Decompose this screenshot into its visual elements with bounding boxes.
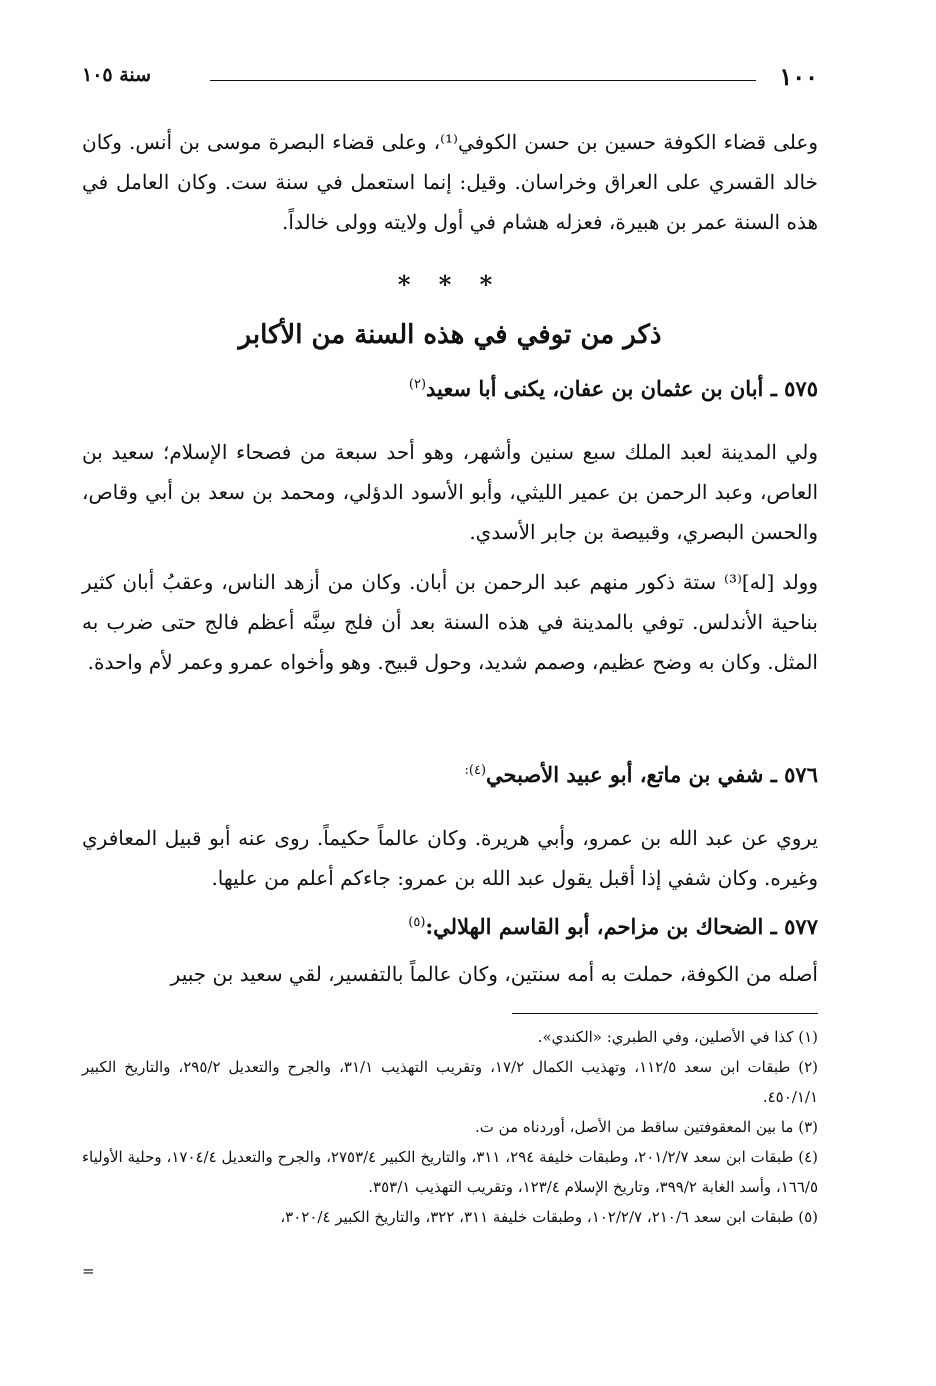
footnote: (٣) ما بين المعقوفتين ساقط من الأصل، أوردناه من ت. [475, 1118, 818, 1136]
page-number: ١٠٠ [779, 62, 818, 91]
entry-heading [82, 910, 818, 944]
entry-body [82, 818, 818, 898]
footnote-ref: (٤): [464, 763, 487, 778]
footnote: (٥) طبقات ابن سعد ٢١٠/٦، ١٠٢/٢/٧، وطبقات خليفة ٣١١، ٣٢٢، والتاريخ الكبير ٣٠٢٠/٤، [280, 1208, 818, 1226]
footnote-ref: (٥) [408, 915, 426, 930]
entry-heading [82, 758, 818, 792]
entry-paragraph: ولي المدينة لعبد الملك سبع سنين وأشهر، وهو أحد سبعة من فصحاء الإسلام؛ سعيد بن العاص، وعبد الرحمن بن عمير الليثي، وأبو الأسود الدؤلي، ومحمد بن سعد بن أبي وقاص، والحسن البصري، وقبيصة بن جابر الأسدي. [82, 440, 818, 544]
intro-paragraph: وعلى قضاء الكوفة حسين بن حسن الكوفي⁽¹⁾، وعلى قضاء البصرة موسى بن أنس. وكان خالد القسري على العراق وخراسان. وقيل: إنما استعمل في سنة ست. وكان العامل في هذه السنة عمر بن هبيرة، فعزله هشام في أول ولايته وولى خالداً. [82, 130, 818, 234]
footnote-separator [512, 1013, 818, 1014]
running-header [82, 62, 818, 94]
footnote: (٢) طبقات ابن سعد ١١٢/٥، وتهذيب الكمال ١٧/٢، وتقريب التهذيب ٣١/١، والجرح والتعديل ٢٩٥/٢، والتاريخ الكبير ٤٥٠/١/١. [82, 1058, 819, 1106]
entry-heading [82, 372, 818, 406]
entry-body [82, 954, 818, 994]
entry-paragraph: وولد [له]⁽³⁾ ستة ذكور منهم عبد الرحمن بن أبان. وكان من أزهد الناس، وعقبُ أبان كثير بناحية الأندلس. توفي بالمدينة في هذه السنة بعد أن فلج سِنَّه أعظم فالج حتى ضرب به المثل. وكان به وضح عظيم، وصمم شديد، وحول قبيح. وهو وأخواه عمرو وعمر لأم واحدة. [82, 570, 818, 674]
entry-heading-text: ٥٧٧ ـ الضحاك بن مزاحم، أبو القاسم الهلالي: [425, 914, 818, 939]
section-divider-stars: * * * [397, 270, 503, 299]
year-label: سنة ١٠٥ [82, 64, 152, 86]
footnote-continuation-mark: = [82, 1262, 95, 1280]
footnote: (١) كذا في الأصلين، وفي الطبري: «الكندي». [537, 1028, 818, 1046]
entry-paragraph: أصله من الكوفة، حملت به أمه سنتين، وكان عالماً بالتفسير، لقي سعيد بن جبير [170, 962, 818, 986]
footnote-ref: (٢) [408, 377, 427, 392]
entry-body [82, 432, 818, 682]
entry-heading-text: ٥٧٥ ـ أبان بن عثمان بن عفان، يكنى أبا سعيد [426, 376, 818, 401]
footnotes [82, 1022, 818, 1232]
entry-paragraph: يروي عن عبد الله بن عمرو، وأبي هريرة. وكان عالماً حكيماً. روى عنه أبو قبيل المعافري وغيره. وكان شفي إذا أقبل يقول عبد الله بن عمرو: جاءكم أعلم من عليها. [82, 826, 818, 890]
footnote: (٤) طبقات ابن سعد ٢٠١/٢/٧، وطبقات خليفة ٢٩٤، ٣١١، والتاريخ الكبير ٢٧٥٣/٤، والجرح والتعديل ١٧٠٤/٤، وحلية الأولياء ١٦٦/٥، وأسد الغابة ٣٩٩/٢، وتاريخ الإسلام ١٢٣/٤، وتقريب التهذيب ٣٥٣/١. [82, 1148, 818, 1196]
intro-paragraph-block [82, 122, 818, 242]
header-rule [210, 80, 756, 81]
entry-heading-text: ٥٧٦ ـ شفي بن ماتع، أبو عبيد الأصبحي [486, 762, 818, 787]
section-title: ذكر من توفي في هذه السنة من الأكابر [238, 320, 662, 350]
